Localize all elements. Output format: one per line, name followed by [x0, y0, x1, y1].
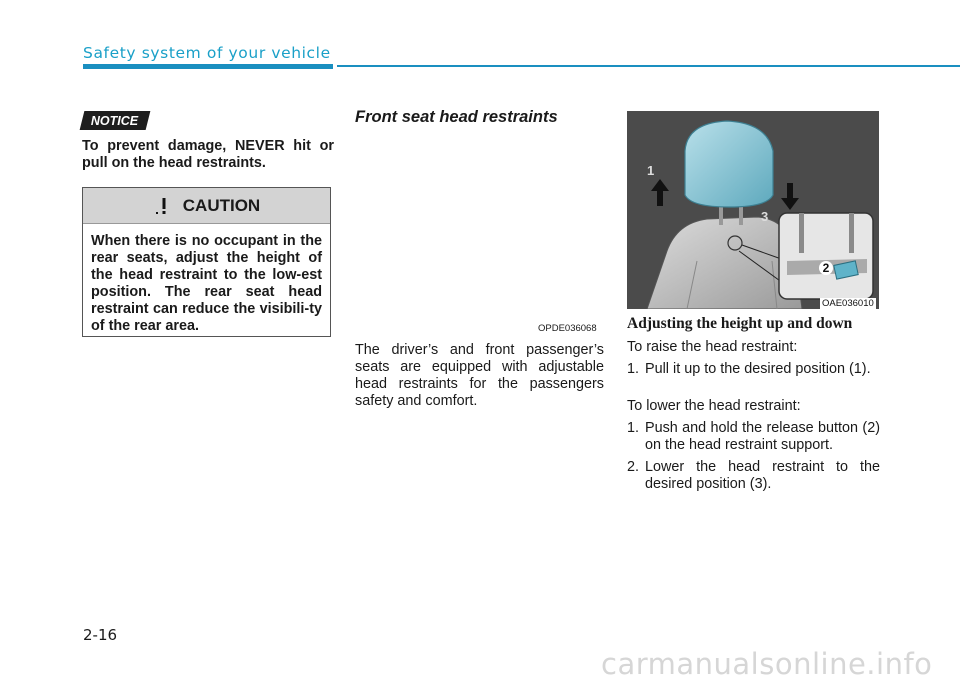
raise-intro: To raise the head restraint: — [627, 339, 798, 355]
adjust-heading: Adjusting the height up and down — [627, 315, 853, 332]
section-title: Safety system of your vehicle — [83, 44, 331, 62]
lower-step — [627, 459, 880, 493]
watermark: carmanualsonline.info — [601, 647, 933, 681]
notice-text: To prevent damage, NEVER hit or pull on the head restraints. — [82, 138, 334, 171]
notice-badge — [80, 111, 151, 130]
header-rule-thin — [337, 65, 960, 67]
raise-step — [627, 361, 880, 378]
head-restraint-figure — [627, 111, 879, 309]
head-restraint-illustration — [627, 111, 879, 309]
caution-text: When there is no occupant in the rear seats, adjust the height of the head restraint to the low-est position. The rear seat head restraint can reduce the visibili-ty of the rear area. — [91, 233, 322, 334]
step-number: 2. — [627, 459, 640, 475]
warning-icon — [153, 195, 175, 217]
step-text: Push and hold the release button (2) on the head restraint support. — [645, 420, 880, 453]
step-text: Lower the head restraint to the desired position (3). — [645, 459, 880, 492]
notice-label: NOTICE — [91, 113, 139, 128]
callout-2: 2 — [819, 261, 833, 275]
page-number: 2-16 — [83, 626, 118, 644]
header-rule-thick — [83, 64, 333, 69]
front-seat-image-code: OPDE036068 — [538, 323, 597, 334]
front-seat-paragraph: The driver’s and front passenger’s seats are equipped with adjustable head restraints for the passengers safety and comfort. — [355, 342, 604, 409]
figure-code: OAE036010 — [822, 298, 874, 309]
step-number: 1. — [627, 420, 640, 436]
step-number: 1. — [627, 361, 640, 377]
lower-intro: To lower the head restraint: — [627, 398, 801, 414]
step-text: Pull it up to the desired position (1). — [645, 361, 871, 377]
front-seat-heading: Front seat head restraints — [355, 108, 558, 126]
callout-1: 1 — [647, 163, 655, 178]
caution-box — [82, 187, 331, 337]
caution-title: CAUTION — [182, 195, 261, 215]
adjust-section — [627, 315, 880, 493]
lower-step — [627, 420, 880, 454]
caution-header — [83, 188, 330, 224]
callout-3: 3 — [761, 209, 769, 224]
